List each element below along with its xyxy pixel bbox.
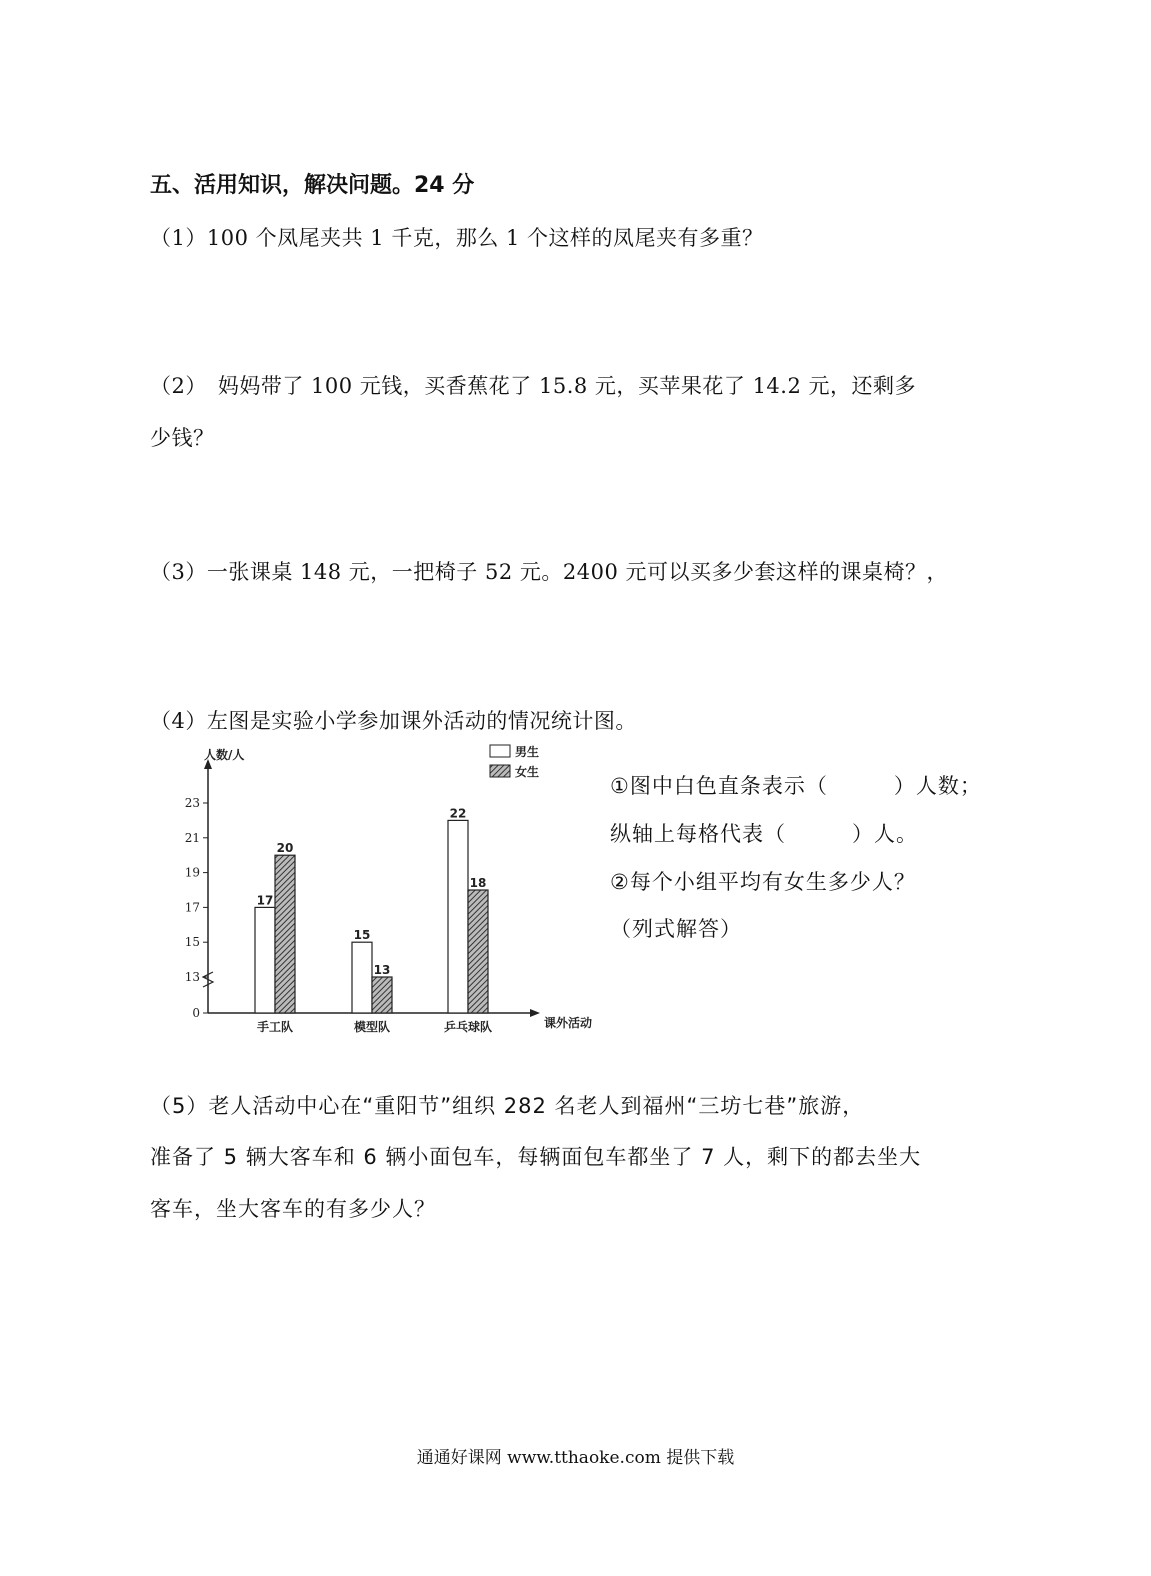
- page-footer: 通通好课网 www.tthaoke.com 提供下载: [416, 1448, 735, 1468]
- activity-bar-chart: [160, 735, 600, 1045]
- y-tick-label: 0: [192, 1006, 200, 1020]
- bar-girls: [372, 977, 392, 1013]
- bar-boys: [255, 907, 275, 1013]
- bar-boys: [448, 820, 468, 1013]
- legend-label: 男生: [515, 745, 540, 759]
- y-axis-break: [203, 972, 213, 987]
- y-tick-label: 21: [184, 830, 200, 845]
- x-axis-arrow: [530, 1009, 540, 1017]
- question-4-part-1-line-1: ①图中白色直条表示（ ）人数；: [610, 774, 982, 798]
- question-4: （4）左图是实验小学参加课外活动的情况统计图。: [150, 709, 637, 733]
- question-1: （1）100 个凤尾夹共 1 千克，那么 1 个这样的凤尾夹有多重？: [150, 226, 764, 250]
- y-axis-title: 人数/人: [204, 748, 245, 762]
- question-3: （3）一张课桌 148 元，一把椅子 52 元。2400 元可以买多少套这样的课桌椅？，: [150, 560, 948, 584]
- question-5-line-1: （5）老人活动中心在“重阳节”组织 282 名老人到福州“三坊七巷”旅游，: [150, 1094, 865, 1118]
- question-4-part-2-line-2: （列式解答）: [610, 917, 742, 941]
- question-5-line-2: 准备了 5 辆大客车和 6 辆小面包车，每辆面包车都坐了 7 人，剩下的都去坐大: [150, 1145, 922, 1169]
- bar-value-girls: 18: [469, 876, 487, 890]
- bar-value-girls: 20: [276, 841, 294, 856]
- legend-swatch: [490, 765, 510, 777]
- x-category-label: 乒乓球队: [443, 1020, 493, 1034]
- question-4-part-1-line-2: 纵轴上每格代表（ ）人。: [610, 822, 918, 846]
- question-2-line-2: 少钱？: [150, 426, 215, 450]
- x-axis-title: 课外活动: [544, 1016, 593, 1030]
- question-4-part-2-line-1: ②每个小组平均有女生多少人？: [610, 870, 916, 894]
- section-heading: 五、活用知识，解决问题。24 分: [150, 173, 475, 198]
- bar-value-boys: 15: [353, 928, 371, 943]
- bar-girls: [468, 890, 488, 1013]
- legend-swatch: [490, 745, 510, 757]
- bar-value-boys: 17: [256, 893, 274, 908]
- y-tick-label: 15: [184, 935, 200, 950]
- bar-value-boys: 22: [449, 806, 467, 821]
- bar-boys: [352, 942, 372, 1013]
- question-5-line-3: 客车，坐大客车的有多少人？: [150, 1197, 436, 1221]
- y-tick-label: 19: [184, 865, 200, 880]
- y-tick-label: 13: [184, 970, 200, 984]
- x-category-label: 模型队: [353, 1020, 391, 1034]
- question-2-line-1: （2） 妈妈带了 100 元钱，买香蕉花了 15.8 元，买苹果花了 14.2 元，还剩多: [150, 374, 917, 398]
- legend-label: 女生: [515, 765, 540, 779]
- bar-girls: [275, 855, 295, 1013]
- y-tick-label: 23: [184, 796, 200, 810]
- x-category-label: 手工队: [256, 1020, 294, 1034]
- bar-value-girls: 13: [373, 963, 391, 977]
- y-tick-label: 17: [184, 900, 200, 915]
